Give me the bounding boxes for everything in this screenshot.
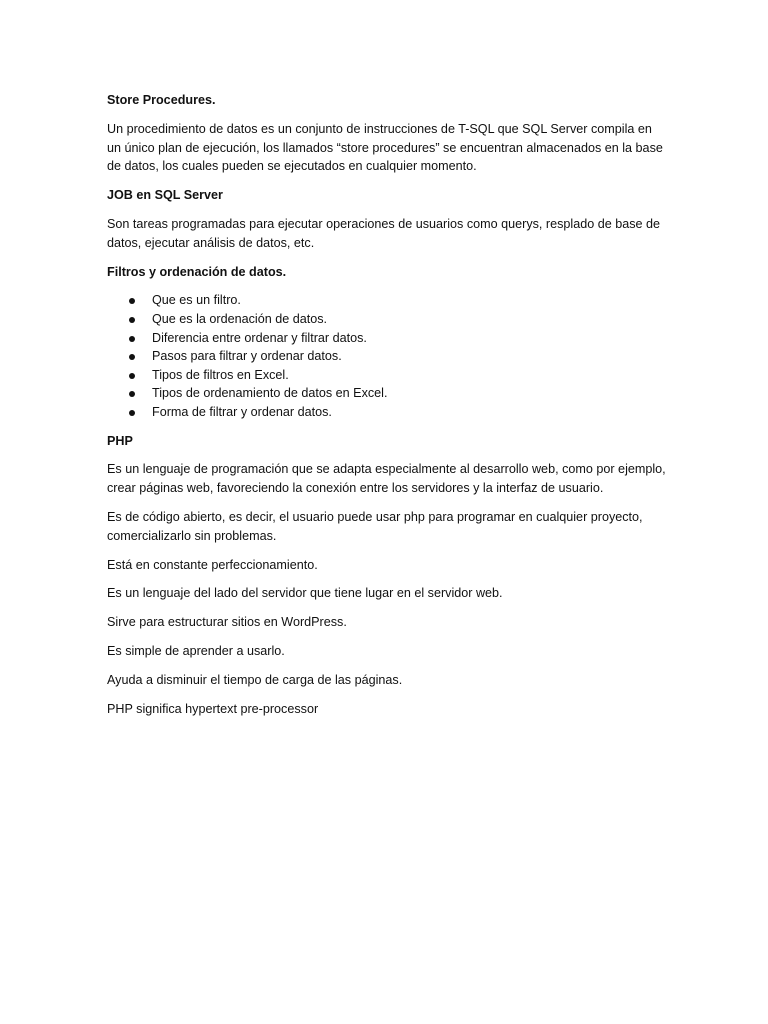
paragraph: Está en constante perfeccionamiento. <box>107 557 318 572</box>
bullet-icon <box>129 410 135 416</box>
list-item <box>107 291 667 310</box>
paragraph: PHP significa hypertext pre-processor <box>107 701 319 716</box>
paragraph: Sirve para estructurar sitios en WordPress. <box>107 615 347 630</box>
list-item-text: Tipos de ordenamiento de datos en Excel. <box>152 386 388 401</box>
list-item <box>107 384 667 403</box>
list-item-text: Que es un filtro. <box>152 293 241 308</box>
paragraph: Es un lenguaje de programación que se adapta especialmente al desarrollo web, como por ejemplo, crear páginas web, favoreciendo la conexión entre los servidores y la interfaz de usuario. <box>107 462 666 496</box>
list-item <box>107 329 667 348</box>
section-heading-filtros: Filtros y ordenación de datos. <box>107 264 287 279</box>
section-heading-php: PHP <box>107 433 133 448</box>
paragraph: Es de código abierto, es decir, el usuario puede usar php para programar en cualquier proyecto, comercializarlo sin problemas. <box>107 509 643 543</box>
paragraph: Ayuda a disminuir el tiempo de carga de las páginas. <box>107 672 403 687</box>
paragraph: Es un lenguaje del lado del servidor que tiene lugar en el servidor web. <box>107 586 503 601</box>
list-item <box>107 366 667 385</box>
list-item-text: Tipos de filtros en Excel. <box>152 367 289 382</box>
bullet-icon <box>129 373 135 379</box>
bullet-icon <box>129 354 135 360</box>
bullet-icon <box>129 317 135 323</box>
list-item <box>107 403 667 422</box>
section-heading-store-procedures: Store Procedures. <box>107 93 216 107</box>
paragraph: Son tareas programadas para ejecutar operaciones de usuarios como querys, resplado de base de datos, ejecutar análisis de datos, etc. <box>107 216 661 250</box>
list-item <box>107 310 667 329</box>
list-item-text: Diferencia entre ordenar y filtrar datos. <box>152 330 367 345</box>
list-item-text: Forma de filtrar y ordenar datos. <box>152 404 332 419</box>
list-item-text: Que es la ordenación de datos. <box>152 311 328 326</box>
section-heading-job-sql-server: JOB en SQL Server <box>107 188 223 203</box>
bullet-icon <box>129 336 135 342</box>
list-item-text: Pasos para filtrar y ordenar datos. <box>152 349 342 364</box>
bullet-list <box>107 291 667 421</box>
paragraph: Un procedimiento de datos es un conjunto de instrucciones de T-SQL que SQL Server compila en un único plan de ejecución, los llamados “store procedures” se encuentran almacenados en la base de datos, los cuales pueden se ejecutados en cualquier momento. <box>107 121 663 174</box>
document-page <box>107 91 667 728</box>
paragraph: Es simple de aprender a usarlo. <box>107 643 285 658</box>
list-item <box>107 347 667 366</box>
bullet-icon <box>129 298 135 304</box>
bullet-icon <box>129 391 135 397</box>
